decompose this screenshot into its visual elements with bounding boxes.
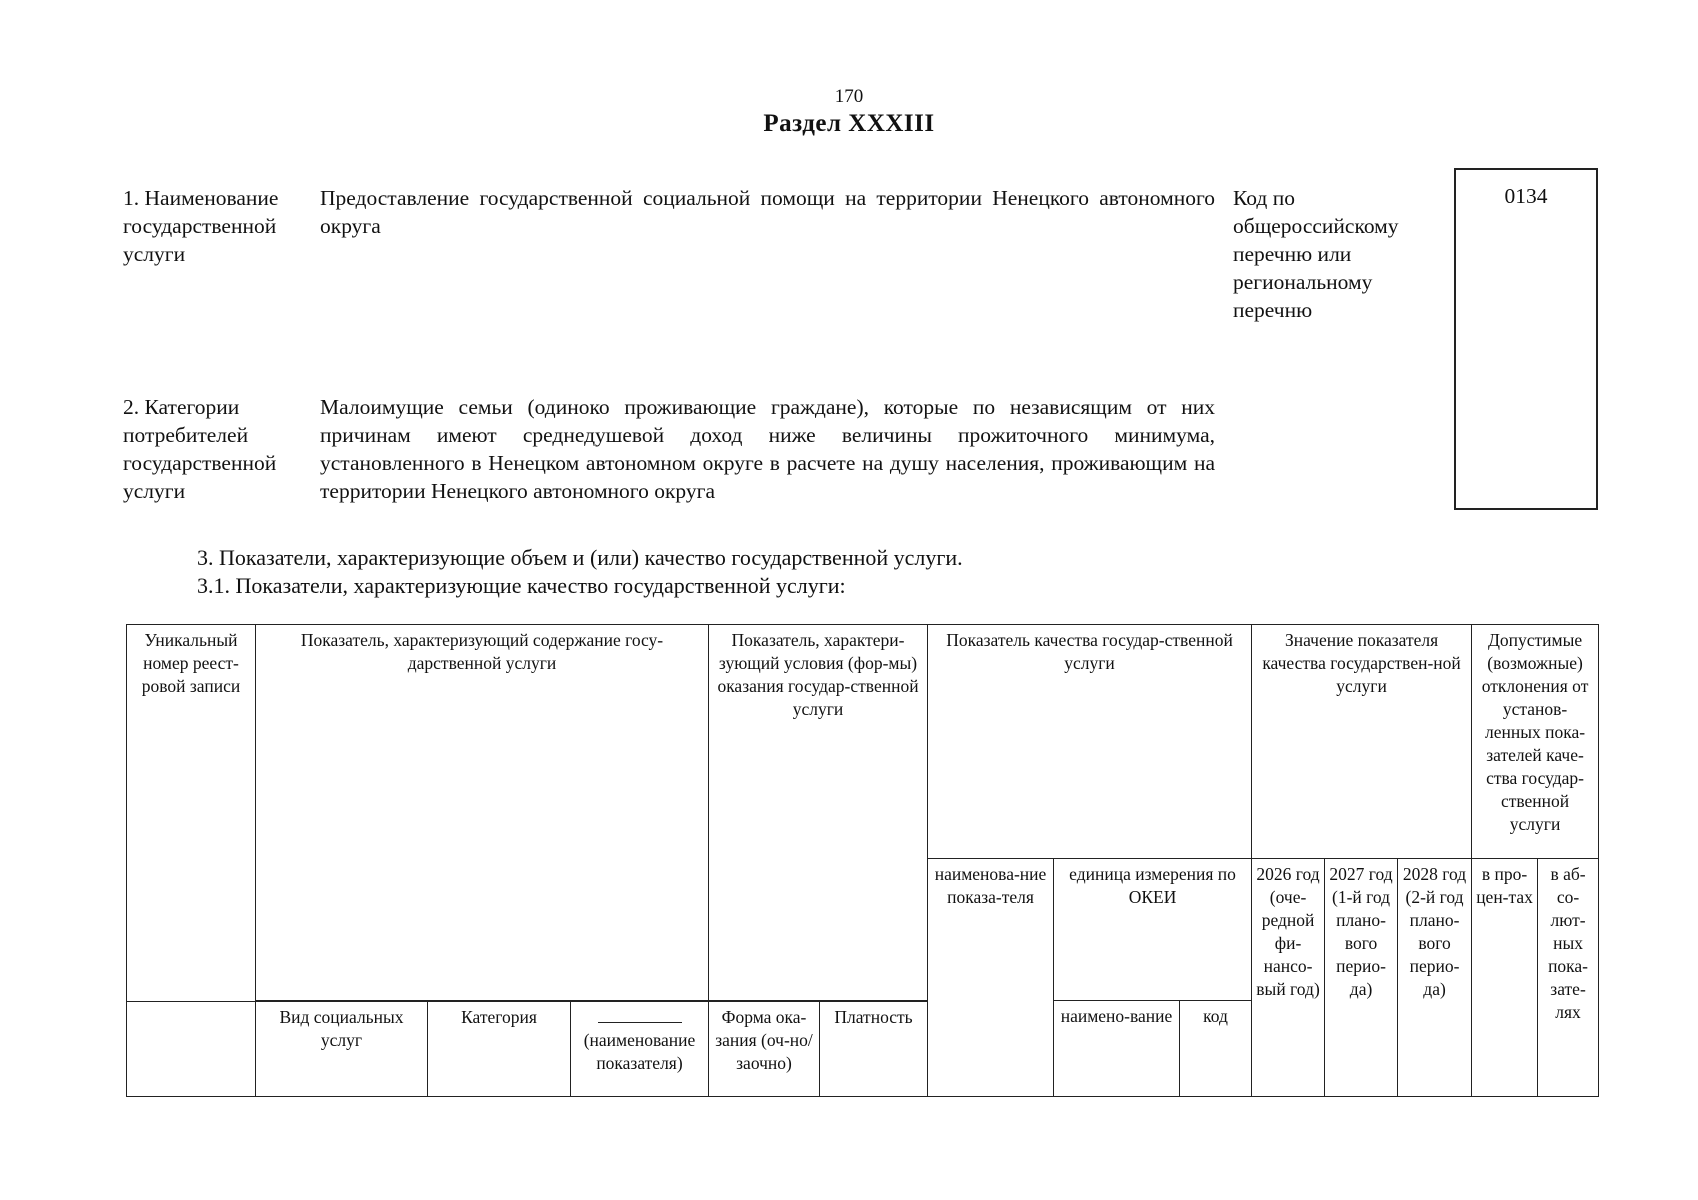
header-year-2026: 2026 год (оче-редной фи-нансо-вый год) [1252, 859, 1325, 1097]
service-name-label: 1. Наименование государственной услуги [123, 186, 279, 266]
header-conditions-indicator: Показатель, характери-зующий условия (фор-мы) оказания государ-ственной услуги [709, 625, 928, 1001]
quality-indicators-subheading: 3.1. Показатели, характеризующие качество государственной услуги: [197, 573, 846, 598]
indicators-heading: 3. Показатели, характеризующие объем и (или) качество государственной услуги. [197, 545, 963, 570]
registry-code-label: Код по общероссийскому перечню или региональному перечню [1233, 186, 1399, 322]
header-deviation-absolute: в аб-со-лют-ных пока-зате-лях [1538, 859, 1599, 1097]
consumer-category-label: 2. Категории потребителей государственной услуги [123, 395, 277, 503]
header-category: Категория [428, 1002, 571, 1097]
header-payment: Платность [820, 1002, 928, 1097]
header-okei-code: код [1180, 1001, 1252, 1097]
header-indicator-placeholder [571, 1002, 709, 1097]
header-quality-indicator: Показатель качества государ-ственной услуги [928, 625, 1252, 859]
header-form: Форма ока-зания (оч-но/заочно) [709, 1002, 820, 1097]
header-deviation-percent: в про-цен-тах [1472, 859, 1538, 1097]
header-year-2028: 2028 год (2-й год плано-вого перио-да) [1398, 859, 1472, 1097]
table-blank-cell [127, 1002, 256, 1097]
registry-code-value: 0134 [1504, 184, 1548, 208]
header-okei-name: наимено-вание [1054, 1001, 1180, 1097]
registry-code-box [1454, 168, 1598, 510]
header-service-type: Вид социальных услуг [256, 1002, 428, 1097]
consumer-category-value: Малоимущие семьи (одиноко проживающие граждане), которые по независящим от них причинам имеют среднедушевой доход ниже величины прожиточного минимума, установленного в Ненецком автономном округе в расчете на душу населения, проживающим на территории Ненецкого автономного округа [320, 395, 1215, 503]
blank-line [598, 1016, 682, 1023]
section-title: Раздел XXXIII [763, 110, 935, 137]
header-indicator-placeholder-text: (наименование показателя) [583, 1030, 696, 1073]
header-unique-number: Уникальный номер реест-ровой записи [127, 625, 256, 1002]
quality-indicators-table [126, 624, 1599, 1097]
header-indicator-name: наименова-ние показа-теля [928, 859, 1054, 1097]
header-year-2027: 2027 год (1-й год плано-вого перио-да) [1325, 859, 1398, 1097]
page-number: 170 [834, 86, 864, 107]
service-name-value: Предоставление государственной социальной помощи на территории Ненецкого автономного округа [320, 186, 1215, 238]
header-okei-unit: единица измерения по ОКЕИ [1054, 859, 1252, 1001]
header-content-indicator: Показатель, характеризующий содержание госу-дарственной услуги [256, 625, 709, 1001]
header-quality-value: Значение показателя качества государствен-ной услуги [1252, 625, 1472, 859]
header-allowed-deviations: Допустимые (возможные) отклонения от установ-ленных пока-зателей каче-ства государ-ственной услуги [1472, 625, 1599, 859]
